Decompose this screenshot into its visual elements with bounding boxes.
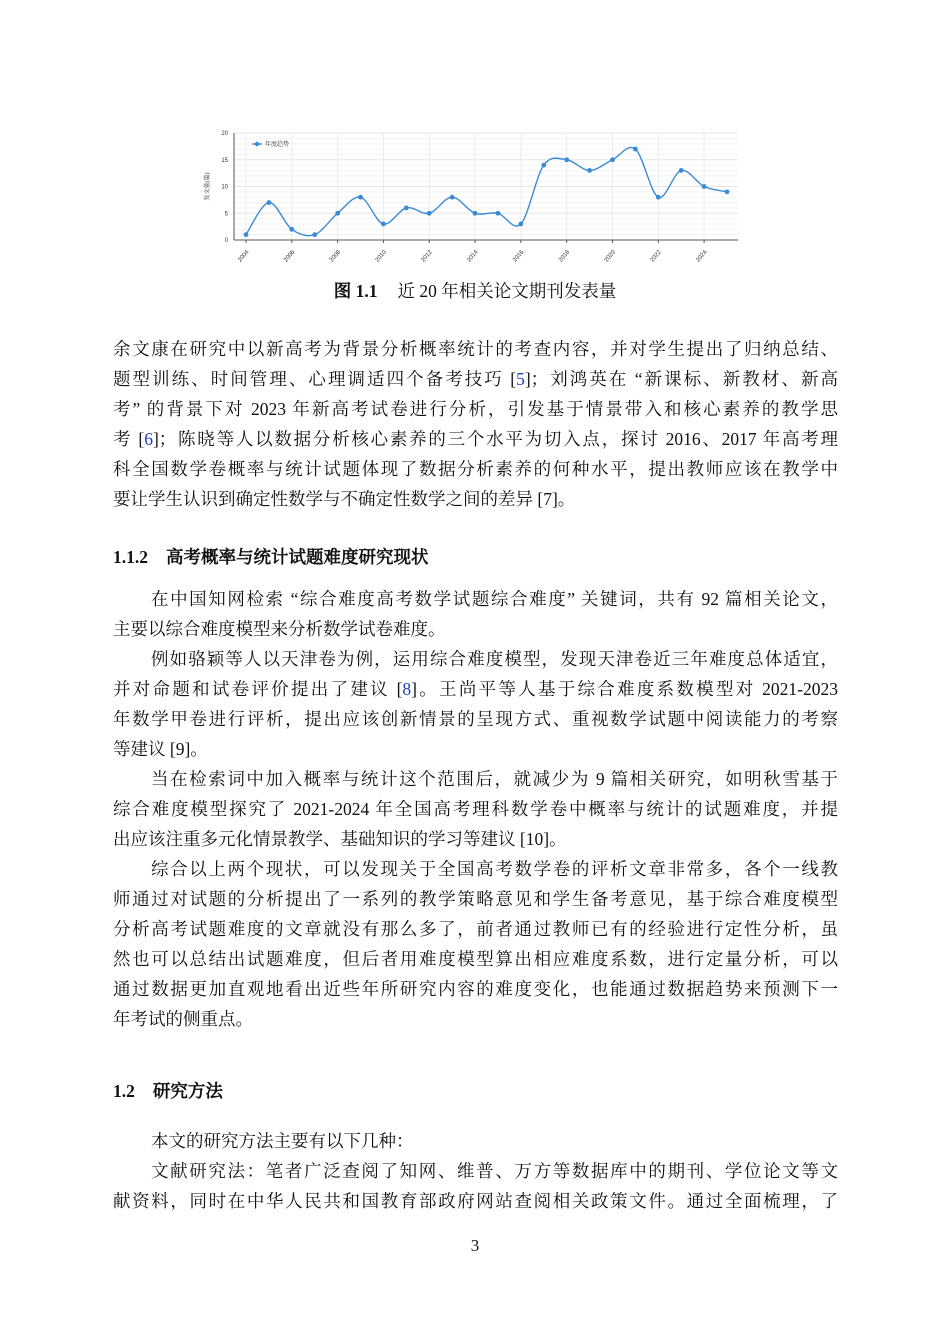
paragraph-6 (113, 1126, 838, 1156)
citation-link[interactable]: 5 (516, 369, 525, 389)
data-point (541, 163, 546, 168)
text-line: 综合难度模型探究了 2021-2024 年全国高考理科数学卷中概率与统计的试题难度，并提 (113, 799, 838, 819)
data-point (381, 222, 386, 227)
text-line: 分析高考试题难度的文章就没有那么多了，前者通过教师已有的经验进行定性分析，虽 (113, 919, 838, 939)
x-tick-label: 2016 (512, 249, 526, 264)
data-point (427, 211, 432, 216)
y-tick-label: 0 (224, 238, 228, 244)
text-line: 年考试的侧重点。 (113, 1009, 253, 1029)
text-line: 年数学甲卷进行评析，提出应该创新情景的呈现方式、重视数学试题中阅读能力的考察 (113, 709, 838, 729)
data-point (518, 222, 523, 227)
text-line: 例如骆颖等人以天津卷为例，运用综合难度模型，发现天津卷近三年难度总体适宜， (151, 649, 838, 669)
x-tick-label: 2014 (466, 249, 480, 264)
x-tick-label: 2012 (420, 249, 434, 264)
data-point (702, 184, 707, 189)
figure-caption (0, 278, 950, 304)
data-point (358, 195, 363, 200)
paragraph-5 (113, 854, 838, 1034)
text-line: 综合以上两个现状，可以发现关于全国高考数学卷的评析文章非常多，各个一线教 (151, 859, 838, 879)
data-point (450, 195, 455, 200)
text-line: 献资料，同时在中华人民共和国教育部政府网站查阅相关政策文件。通过全面梳理，了 (113, 1191, 838, 1211)
line-chart (195, 125, 755, 275)
data-point (633, 147, 638, 152)
text-line: 当在检索词中加入概率与统计这个范围后，就减少为 9 篇相关研究，如明秋雪基于 (151, 769, 838, 789)
x-tick-label: 2010 (374, 249, 388, 264)
data-point (335, 211, 340, 216)
data-point (496, 211, 501, 216)
x-tick-label: 2024 (695, 249, 709, 264)
data-point (564, 157, 569, 162)
y-tick-label: 20 (221, 131, 228, 137)
legend-marker (255, 142, 259, 146)
heading-number: 1.2 (113, 1081, 135, 1101)
text-line: 文献研究法：笔者广泛查阅了知网、维普、万方等数据库中的期刊、学位论文等文 (151, 1161, 838, 1181)
figure-title: 近 20 年相关论文期刊发表量 (397, 281, 617, 301)
data-point (289, 227, 294, 232)
heading-number: 1.1.2 (113, 547, 148, 567)
paragraph-7 (113, 1156, 838, 1216)
y-tick-label: 10 (221, 184, 228, 191)
section-heading-1-1-2 (113, 542, 838, 572)
citation-link[interactable]: 6 (144, 429, 153, 449)
paragraph-4 (113, 764, 838, 854)
x-tick-label: 2018 (558, 249, 572, 264)
paragraph-3 (113, 644, 838, 764)
text-line: 出应该注重多元化情景教学、基础知识的学习等建议 [10]。 (113, 829, 567, 849)
heading-title: 高考概率与统计试题难度研究现状 (166, 547, 429, 567)
data-point (587, 168, 592, 173)
x-tick-label: 2022 (649, 249, 663, 264)
y-tick-label: 5 (224, 211, 228, 218)
data-point (267, 200, 272, 205)
data-point (656, 195, 661, 200)
figure-label: 图 1.1 (333, 281, 378, 301)
text-line: 通过数据更加直观地看出近些年所研究内容的难度变化，也能通过数据趋势来预测下一 (113, 979, 838, 999)
heading-title: 研究方法 (152, 1081, 223, 1101)
data-point (404, 206, 409, 211)
y-tick-label: 15 (221, 157, 228, 164)
text-line: 主要以综合难度模型来分析数学试卷难度。 (113, 619, 446, 639)
text-line: 等建议 [9]。 (113, 739, 208, 759)
legend-label: 年度趋势 (265, 142, 290, 148)
x-tick-label: 2006 (283, 249, 297, 264)
text-line: 要让学生认识到确定性数学与不确定性数学之间的差异 [7]。 (113, 489, 576, 509)
paragraph-2 (113, 584, 838, 644)
text-line: 考 [6]；陈晓等人以数据分析核心素养的三个水平为切入点，探讨 2016、2017 年高考理 (113, 429, 839, 449)
citation-link[interactable]: 8 (402, 679, 412, 699)
x-tick-label: 2020 (603, 249, 618, 264)
x-tick-label: 2004 (237, 249, 251, 264)
text-line: 本文的研究方法主要有以下几种： (151, 1131, 414, 1151)
text-line: 在中国知网检索 “综合难度高考数学试题综合难度” 关键词，共有 92 篇相关论文， (151, 589, 838, 609)
paragraph-1 (113, 334, 838, 514)
data-point (610, 157, 615, 162)
data-point (679, 168, 684, 173)
text-line: 师通过对试题的分析提出了一系列的教学策略意见和学生备考意见，基于综合难度模型 (113, 889, 838, 909)
text-line: 题型训练、时间管理、心理调适四个备考技巧 [5]；刘鸿英在 “新课标、新教材、新高 (113, 369, 838, 389)
x-tick-label: 2008 (328, 249, 343, 264)
data-point (312, 232, 317, 237)
text-line: 并对命题和试卷评价提出了建议 [8]。王尚平等人基于综合难度系数模型对 2021-2023 (113, 679, 839, 699)
data-point (244, 232, 249, 237)
text-line: 余文康在研究中以新高考为背景分析概率统计的考查内容，并对学生提出了归纳总结、 (113, 339, 838, 359)
text-line: 科全国数学卷概率与统计试题体现了数据分析素养的何种水平，提出教师应该在教学中 (113, 459, 838, 479)
text-line: 然也可以总结出试题难度，但后者用难度模型算出相应难度系数，进行定量分析，可以 (113, 949, 838, 969)
data-point (473, 211, 478, 216)
y-axis-label: 发文量(篇) (205, 172, 211, 201)
page-number: 3 (470, 1236, 480, 1255)
data-point (725, 189, 730, 194)
text-line: 考” 的背景下对 2023 年新高考试卷进行分析，引发基于情景带入和核心素养的教学思 (113, 399, 838, 419)
section-heading-1-2 (113, 1076, 838, 1106)
